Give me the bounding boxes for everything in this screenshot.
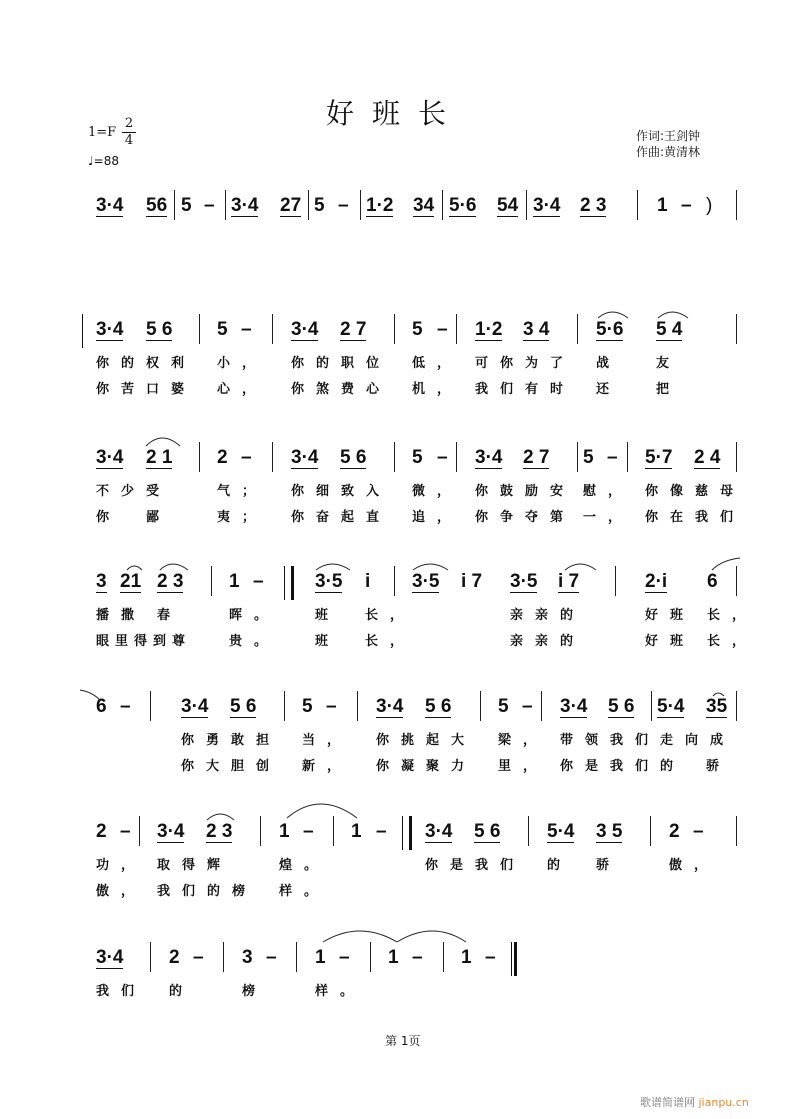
lyric: 亲亲的 [510,634,586,649]
note: 5 [498,696,509,717]
note-group: 3·5 [510,571,538,592]
lyric: 长， [707,634,758,649]
note-group: 1·2 [475,319,503,340]
lyric: 样。 [315,984,366,999]
dash: – [204,195,215,216]
note: i [365,571,371,592]
lyric: 骄 [706,759,732,774]
lyric: 追， [412,510,463,525]
note-group: 2 7 [340,319,367,340]
lyric: 春 [157,608,183,623]
lyric: 贵。 [229,634,280,649]
dash: – [120,696,131,717]
lyric: 鄙 [146,510,172,525]
lyric: 小， [217,356,268,371]
dash: – [266,947,277,968]
lyric: 你挑起大 [376,733,477,748]
note: 5 [412,447,423,468]
lyric: 播撒 [96,608,147,623]
dash: – [693,821,704,842]
note-group: 3·4 [96,447,124,468]
lyric: 功， [96,858,147,873]
note-group: 2 3 [580,195,607,216]
lyric: 取得辉 [157,858,233,873]
dash: – [376,821,387,842]
watermark: 歌谱简谱网 jianpu.cn [640,1096,749,1109]
lyric: 你像慈母 [645,484,746,499]
dash: – [326,696,337,717]
lyric: 好班 [645,608,696,623]
note: 2 [217,447,228,468]
note-group: 3·4 [96,947,124,968]
lyric: 微， [412,484,463,499]
lyric: 你鼓励安 [475,484,576,499]
lyric: 里， [498,759,549,774]
lyric: 把 [656,382,682,397]
note-group: 2 3 [206,821,233,842]
lyric: 慰， [583,484,634,499]
lyric: 心， [217,382,268,397]
dash: – [607,447,618,468]
paren: ) [706,195,713,216]
note-group: i 7 [461,571,483,592]
lyric: 梁， [498,733,549,748]
lyric: 的 [547,858,573,873]
note-group: 3·4 [157,821,185,842]
lyric: 你争夺第 [475,510,576,525]
note: 1 [351,821,362,842]
dash: – [339,947,350,968]
lyric: 你勇敢担 [181,733,282,748]
lyric: 新， [302,759,353,774]
lyric: 低， [412,356,463,371]
time-signature: 2 4 [122,116,136,149]
note: 6 [96,696,107,717]
lyric: 你奋起直 [291,510,392,525]
note-group: 2 3 [157,571,184,592]
dash: – [303,821,314,842]
dash: – [253,571,264,592]
note-group: 3·4 [231,195,259,216]
note: 3 [96,571,107,592]
lyric: 亲亲的 [510,608,586,623]
lyric: 你凝聚力 [376,759,477,774]
note-group: 5·6 [449,195,477,216]
note-group: 5 6 [474,821,501,842]
note: 5 [302,696,313,717]
note-group: 3 4 [523,319,550,340]
lyric: 班 [315,634,341,649]
note-group: 3·4 [560,696,588,717]
dash: – [120,821,131,842]
note-group: 2 4 [694,447,721,468]
note: 1 [657,195,668,216]
note: 5 [583,447,594,468]
lyric: 长， [365,608,416,623]
note-group: 2 1 [146,447,173,468]
note-group: 54 [497,195,519,216]
song-title: 好班长 [325,97,464,130]
lyric: 一， [583,510,634,525]
note: 2 [96,821,107,842]
note: 2 [669,821,680,842]
lyric: 你大胆创 [181,759,282,774]
note-group: 3·4 [291,319,319,340]
lyric: 傲， [96,884,147,899]
note: 1 [229,571,240,592]
lyric: 气； [217,484,268,499]
note-group: 2·i [645,571,668,592]
lyric: 煌。 [279,858,330,873]
lyric: 你苦口婆 [96,382,197,397]
note: 5 [217,319,228,340]
composer: 作曲:黄清林 [636,145,701,159]
note-group: 3 5 [596,821,623,842]
note: 3 [242,947,253,968]
lyric: 你煞费心 [291,382,392,397]
note-group: 3·4 [425,821,453,842]
note: 1 [461,947,472,968]
lyric: 你的职位 [291,356,392,371]
note-group: 1·2 [366,195,394,216]
note-group: 2 7 [523,447,550,468]
note: 2 [169,947,180,968]
lyric: 傲， [669,858,720,873]
dash: – [241,447,252,468]
lyric: 我们的榜 [157,884,258,899]
lyric: 带领我们走向成 [560,733,736,748]
dash: – [193,947,204,968]
dash: – [522,696,533,717]
lyric: 长， [365,634,416,649]
note-group: 5 6 [340,447,367,468]
note-group: 35 [706,696,728,717]
lyric: 眼里得到尊 [96,634,192,649]
note-group: 34 [413,195,435,216]
note-group: 5 6 [608,696,635,717]
note-group: 27 [280,195,302,216]
lyric: 我们有时 [475,382,576,397]
lyric: 骄 [596,858,622,873]
lyric: 还 [596,382,622,397]
key-signature: 1=F [88,125,117,140]
lyric: 我们 [96,984,147,999]
note: 5 [314,195,325,216]
dash: – [437,447,448,468]
lyric: 榜 [242,984,268,999]
lyric: 可你为了 [475,356,576,371]
lyric: 样。 [279,884,330,899]
lyric: 你是我们 [425,858,526,873]
lyric: 你细致入 [291,484,392,499]
lyric: 机， [412,382,463,397]
lyric: 战 [596,356,622,371]
note-group: 3·5 [412,571,440,592]
lyric: 你在我们 [645,510,746,525]
note-group: 5·4 [547,821,575,842]
note-group: 3·5 [315,571,343,592]
lyricist: 作词:王剑钟 [636,129,701,143]
note-group: 5·6 [596,319,624,340]
lyric: 你的权利 [96,356,197,371]
note-group: 3·4 [96,319,124,340]
note-group: 3·4 [376,696,404,717]
note-group: 3·4 [181,696,209,717]
note-group: 5·4 [657,696,685,717]
note: 6 [707,571,718,592]
note-group: 5·7 [645,447,673,468]
note-group: 56 [146,195,168,216]
note: 5 [181,195,192,216]
note: 5 [412,319,423,340]
note-group: i 7 [558,571,580,592]
page-number: 第 1页 [385,1034,421,1048]
dash: – [241,319,252,340]
lyric: 的 [169,984,195,999]
lyric: 不少受 [96,484,172,499]
note-group: 3·4 [533,195,561,216]
dash: – [412,947,423,968]
note-group: 3·4 [475,447,503,468]
lyric: 友 [656,356,682,371]
note-group: 5 6 [230,696,257,717]
lyric: 夷； [217,510,268,525]
note: 1 [279,821,290,842]
note-group: 3·4 [291,447,319,468]
tempo-marking: ♩=88 [88,154,119,168]
note: 1 [388,947,399,968]
note-group: 5 6 [146,319,173,340]
lyric: 你 [96,510,122,525]
lyric: 长， [707,608,758,623]
note-group: 5 6 [425,696,452,717]
lyric: 你是我们的 [560,759,686,774]
dash: – [437,319,448,340]
note-group: 3·4 [96,195,124,216]
dash: – [338,195,349,216]
lyric: 班 [315,608,341,623]
lyric: 晖。 [229,608,280,623]
note: 1 [315,947,326,968]
lyric: 当， [302,733,353,748]
dash: – [681,195,692,216]
note-group: 21 [120,571,142,592]
note-group: 5 4 [656,319,683,340]
lyric: 好班 [645,634,696,649]
dash: – [485,947,496,968]
